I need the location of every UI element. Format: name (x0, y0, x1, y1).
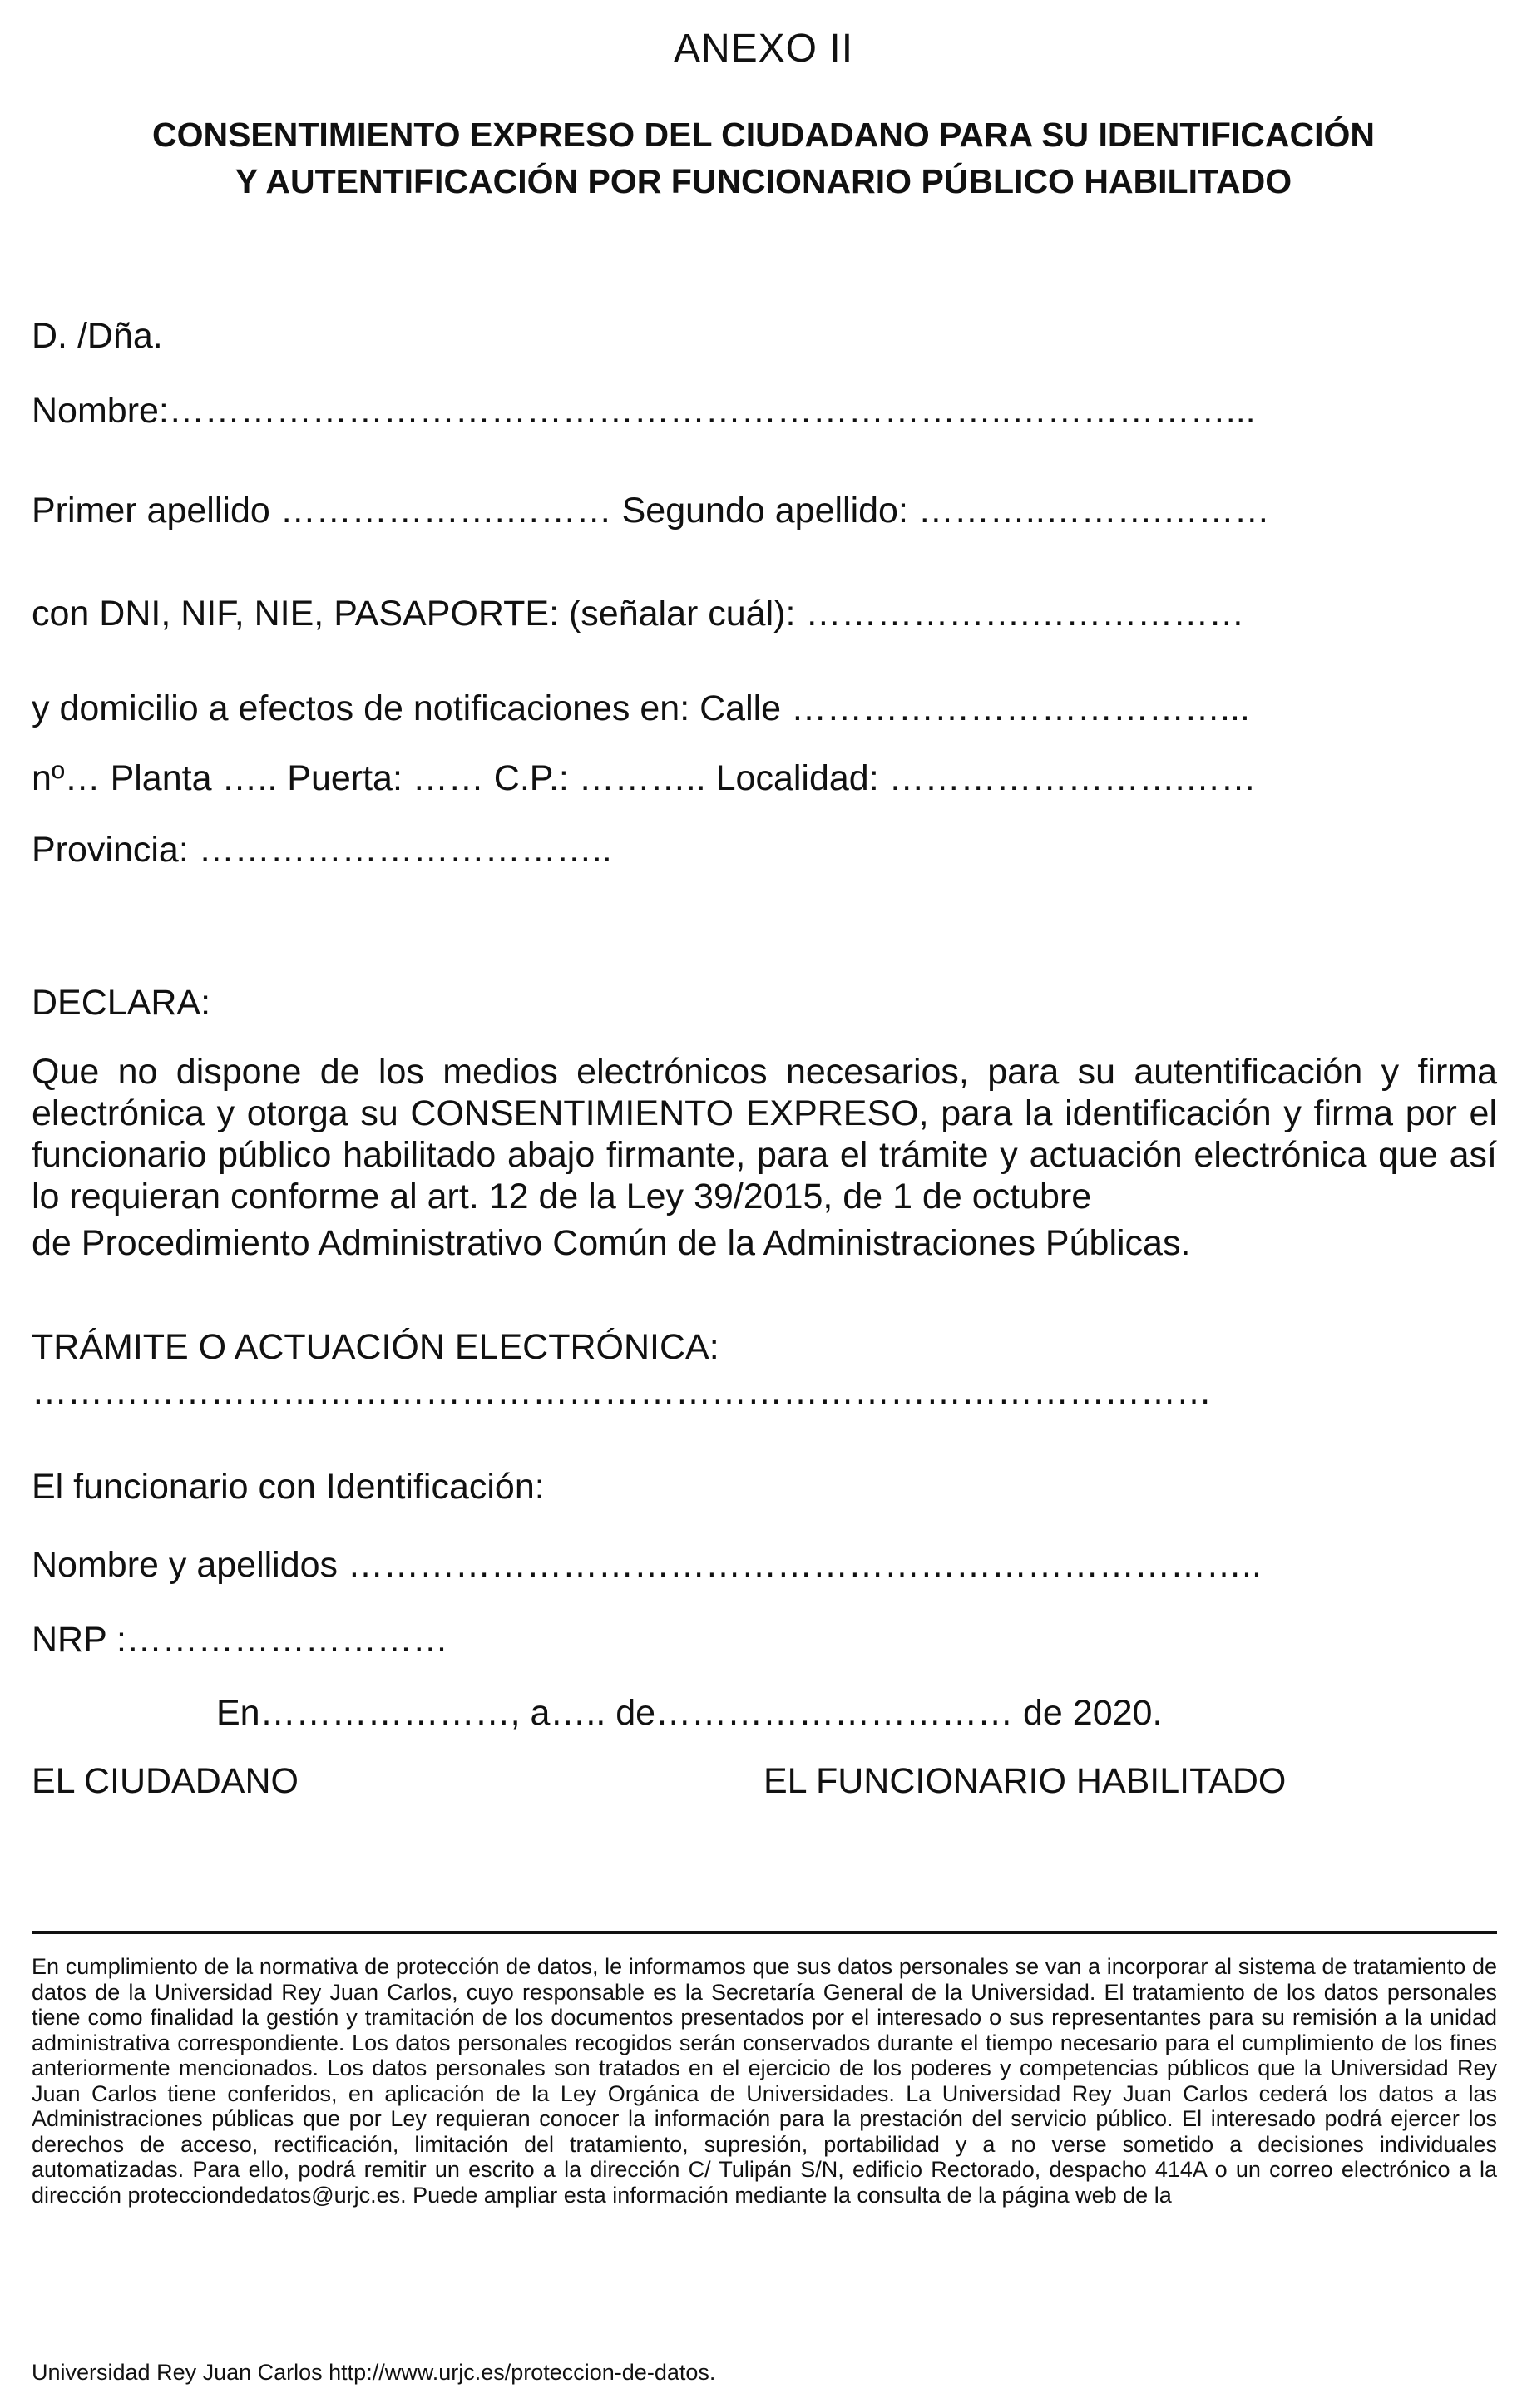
form-heading-line-2: Y AUTENTIFICACIÓN POR FUNCIONARIO PÚBLICO HABILITADO (235, 162, 1292, 200)
citizen-name-field[interactable]: Nombre:……………………………………………………………..………………... (32, 391, 1256, 431)
official-identification-label: El funcionario con Identificación: (32, 1467, 545, 1507)
citizen-surnames-field[interactable]: Primer apellido ……………….……… Segundo apellido: ………..……….……… (32, 491, 1270, 530)
citizen-address-field[interactable]: y domicilio a efectos de notificaciones en: Calle ………………………………... (32, 688, 1250, 728)
privacy-notice-last-line: Universidad Rey Juan Carlos http://www.urjc.es/proteccion-de-datos. (32, 2360, 716, 2385)
citizen-address-details-field[interactable]: nº… Planta ….. Puerta: …… C.P.: ……….. Localidad: …………………….…… (32, 758, 1257, 798)
declaration-text: Que no dispone de los medios electrónicos necesarios, para su autentificación y firma electrónica y otorga su CONSENTIMIENTO EXPRESO, para la identificación y firma por el funcionario público habilitado abajo firmante, para el trámite y actuación electrónica que así lo requieran conforme al art. 12 de la Ley 39/2015, de 1 de octubre (32, 1052, 1497, 1216)
official-signature-label: EL FUNCIONARIO HABILITADO (764, 1761, 1287, 1801)
annex-title: ANEXO II (673, 27, 854, 71)
salutation-label: D. /Dña. (32, 316, 163, 356)
citizen-id-document-field[interactable]: con DNI, NIF, NIE, PASAPORTE: (señalar cuál): ……………….……………… (32, 594, 1245, 634)
official-name-field[interactable]: Nombre y apellidos ………………………………………………………………….. (32, 1545, 1262, 1585)
place-date-field[interactable]: En…………………, a….. de………………………… de 2020. (216, 1693, 1163, 1733)
privacy-notice: En cumplimiento de la normativa de protección de datos, le informamos que sus datos personales se van a incorporar al sistema de tratamiento de datos de la Universidad Rey Juan Carlos, cuyo responsable es la Secretaría General de la Universidad. El tratamiento de los datos personales tiene como finalidad la gestión y tramitación de los documentos presentados por el interesado o sus representantes para su remisión a la unidad administrativa correspondiente. Los datos personales recogidos serán conservados durante el tiempo necesario para el cumplimiento de los fines anteriormente mencionados. Los datos personales son tratados en el ejercicio de los poderes y competencias públicos que la Universidad Rey Juan Carlos tiene conferidos, en aplicación de la Ley Orgánica de Universidades. La Universidad Rey Juan Carlos cederá los datos a las Administraciones públicas que por Ley requieran conocer la información para la prestación del servicio público. El interesado podrá ejercer los derechos de acceso, rectificación, limitación del tratamiento, supresión, portabilidad y a no verse sometido a decisiones individuales automatizadas. Para ello, podrá remitir un escrito a la dirección C/ Tulipán S/N, edificio Rectorado, despacho 414A o un correo electrónico a la dirección protecciondedatos@urjc.es. Puede ampliar esta información mediante la consulta de la página web de la (32, 1954, 1497, 2208)
procedure-field[interactable]: ……………………………………………………………………………………… (32, 1372, 1212, 1412)
procedure-label: TRÁMITE O ACTUACIÓN ELECTRÓNICA: (32, 1327, 719, 1367)
citizen-province-field[interactable]: Provincia: …………………………….. (32, 830, 612, 870)
citizen-signature-label: EL CIUDADANO (32, 1761, 299, 1801)
footer-separator (32, 1931, 1497, 1934)
declaration-text-last-line: de Procedimiento Administrativo Común de la Administraciones Públicas. (32, 1223, 1191, 1263)
form-heading-line-1: CONSENTIMIENTO EXPRESO DEL CIUDADANO PARA SU IDENTIFICACIÓN (151, 116, 1376, 154)
official-nrp-field[interactable]: NRP :……………………… (32, 1620, 448, 1660)
declaration-label: DECLARA: (32, 983, 211, 1023)
